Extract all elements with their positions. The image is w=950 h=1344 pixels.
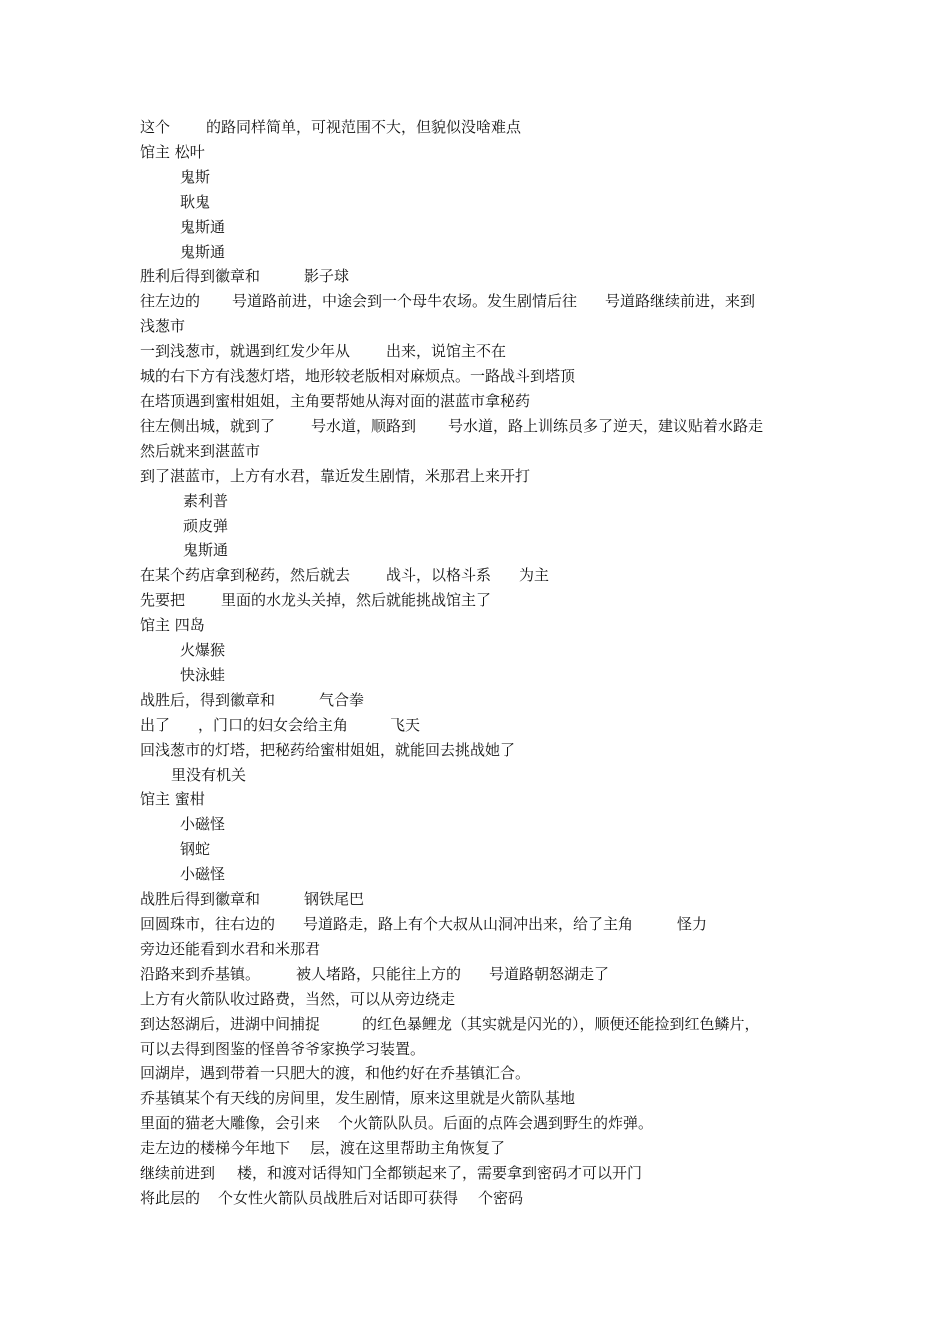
text-line: 回湖岸，遇到带着一只肥大的渡，和他约好在乔基镇汇合。 — [140, 1064, 531, 1083]
pokemon-list-item: 鬼斯 — [180, 167, 211, 186]
text-line: 旁边还能看到水君和米那君 — [140, 939, 321, 958]
text-line: 到了湛蓝市，上方有水君，靠近发生剧情，米那君上来开打 — [140, 466, 531, 485]
pokemon-list-item: 小磁怪 — [180, 815, 226, 834]
gym-leader-line: 馆主 四岛 — [140, 616, 205, 635]
text-line: 然后就来到湛蓝市 — [140, 441, 261, 460]
text-line: 走左边的楼梯今年地下 层，渡在这里帮助主角恢复了 — [140, 1139, 506, 1158]
text-line: 里面的猫老大雕像，会引来 个火箭队队员。后面的点阵会遇到野生的炸弹。 — [140, 1114, 654, 1133]
text-line: 继续前进到 楼，和渡对话得知门全都锁起来了，需要拿到密码才可以开门 — [140, 1164, 643, 1183]
pokemon-list-item: 钢蛇 — [180, 840, 211, 859]
text-line: 回浅葱市的灯塔，把秘药给蜜柑姐姐，就能回去挑战她了 — [140, 740, 516, 759]
text-line: 回圆珠市，往右边的 号道路走，路上有个大叔从山洞冲出来，给了主角 怪力 — [140, 915, 708, 933]
text-line: 往左侧出城，就到了 号水道，顺路到 号水道，路上训练员多了逆天，建议贴着水路走 — [140, 416, 764, 435]
text-line: 将此层的 个女性火箭队员战胜后对话即可获得 个密码 — [140, 1188, 524, 1207]
pokemon-list-item: 顽皮弹 — [183, 516, 229, 535]
pokemon-list-item: 快泳蛙 — [180, 665, 226, 684]
text-line: 乔基镇某个有天线的房间里，发生剧情，原来这里就是火箭队基地 — [140, 1089, 576, 1108]
text-line: 往左边的 号道路前进，中途会到一个母牛农场。发生剧情后往 号道路继续前进，来到 — [140, 292, 756, 311]
pokemon-list-item: 火爆猴 — [180, 641, 226, 660]
document-body — [140, 115, 830, 1211]
text-line: 浅葱市 — [140, 317, 186, 336]
text-line: 出了 ，门口的妇女会给主角 飞天 — [140, 715, 421, 734]
text-line: 战胜后，得到徽章和 气合拳 — [140, 690, 365, 709]
text-line: 可以去得到图鉴的怪兽爷爷家换学习装置。 — [140, 1039, 426, 1058]
text-line: 到达怒湖后，进湖中间捕捉 的红色暴鲤龙（其实就是闪光的），顺便还能捡到红色鳞片， — [140, 1014, 760, 1033]
pokemon-list-item: 鬼斯通 — [180, 242, 226, 261]
gym-leader-line: 馆主 松叶 — [140, 142, 205, 161]
pokemon-list-item: 耿鬼 — [180, 192, 211, 211]
text-line: 胜利后得到徽章和 影子球 — [140, 267, 350, 286]
pokemon-list-item: 鬼斯通 — [183, 541, 229, 560]
text-line: 城的右下方有浅葱灯塔，地形较老版相对麻烦点。一路战斗到塔顶 — [140, 367, 576, 386]
gym-leader-line: 馆主 蜜柑 — [140, 790, 205, 809]
text-line: 沿路来到乔基镇。 被人堵路，只能往上方的 号道路朝怒湖走了 — [140, 964, 610, 983]
text-line: 战胜后得到徽章和 钢铁尾巴 — [140, 890, 365, 909]
text-line: 这个 的路同样简单，可视范围不大，但貌似没啥难点 — [140, 118, 522, 136]
text-line: 里没有机关 — [171, 765, 247, 784]
pokemon-list-item: 素利普 — [183, 491, 229, 510]
text-line: 在某个药店拿到秘药，然后就去 战斗，以格斗系 为主 — [140, 566, 550, 585]
text-line: 先要把 里面的水龙头关掉，然后就能挑战馆主了 — [140, 591, 492, 610]
pokemon-list-item: 鬼斯通 — [180, 217, 226, 236]
text-line: 在塔顶遇到蜜柑姐姐，主角要帮她从海对面的湛蓝市拿秘药 — [140, 391, 531, 410]
text-line: 一到浅葱市，就遇到红发少年从 出来，说馆主不在 — [140, 342, 507, 361]
pokemon-list-item: 小磁怪 — [180, 865, 226, 884]
text-line: 上方有火箭队收过路费，当然，可以从旁边绕走 — [140, 989, 456, 1008]
